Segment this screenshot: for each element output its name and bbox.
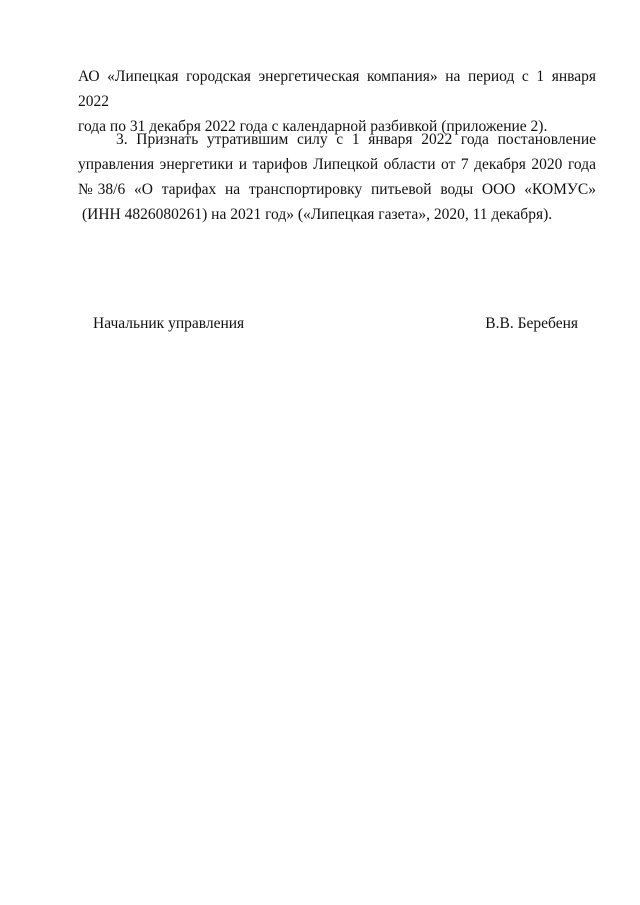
- paragraph-item-3: [78, 127, 596, 227]
- paragraph-line: АО «Липецкая городская энергетическая компания» на период с 1 января 2022: [78, 68, 596, 110]
- paragraph-line: (ИНН 4826080261) на 2021 год» («Липецкая газета», 2020, 11 декабря).: [82, 206, 553, 223]
- signature-name: В.В. Беребеня: [485, 315, 578, 332]
- paragraph-line: 3. Признать утратившим силу с 1 января 2022 года постановление: [116, 131, 596, 148]
- paragraph-line: года по 31 декабря 2022 года с календарной разбивкой (приложение 2).: [78, 118, 548, 135]
- paragraph-line: управления энергетики и тарифов Липецкой области от 7 декабря 2020 года: [78, 156, 596, 173]
- signature-title: Начальник управления: [93, 315, 245, 332]
- paragraph-line: №38/6 «О тарифах на транспортировку питьевой воды ООО «КОМУС»: [78, 181, 596, 198]
